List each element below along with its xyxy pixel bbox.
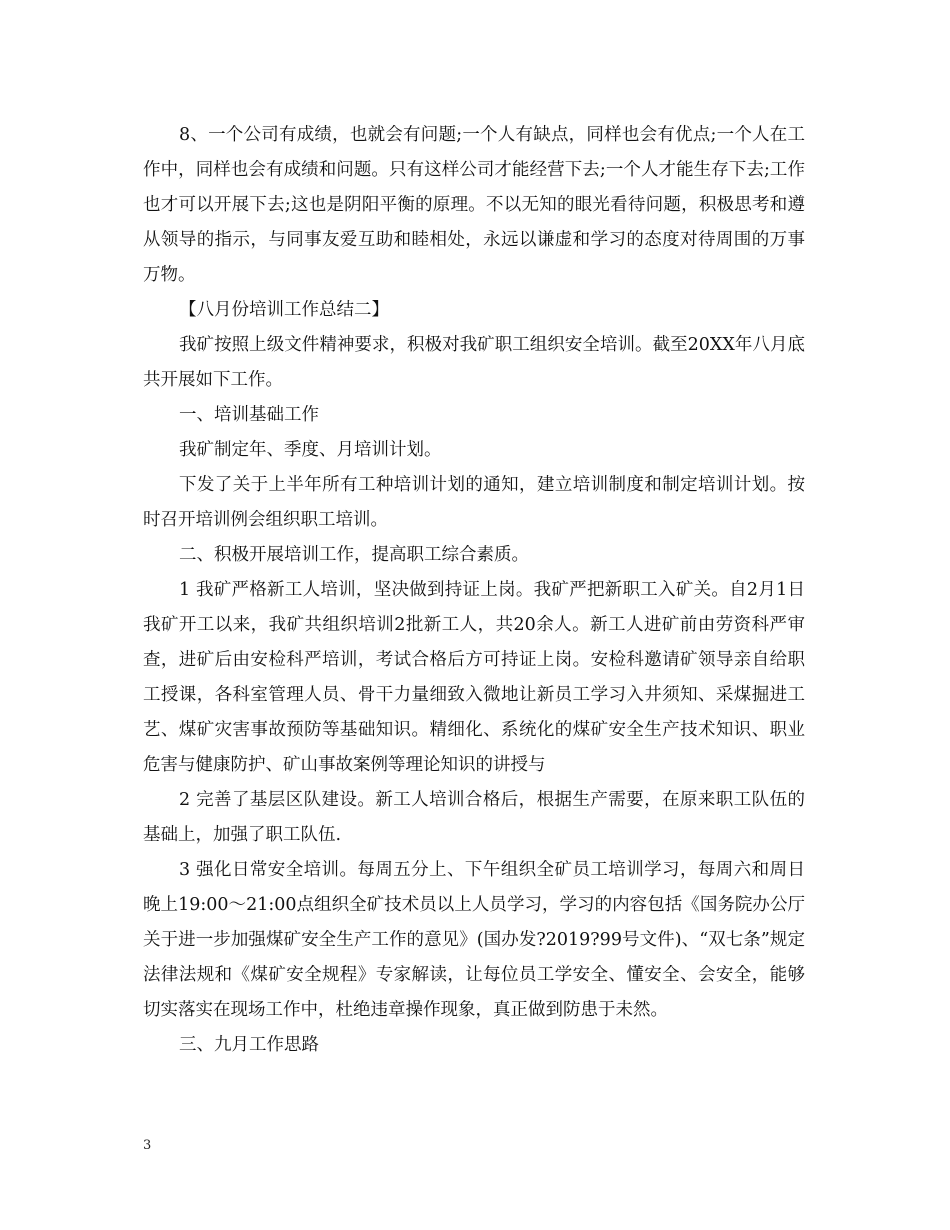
paragraph-8: 1 我矿严格新工人培训，坚决做到持证上岗。我矿严把新职工入矿关。自2月1日我矿开工以来，我矿共组织培训2批新工人，共20余人。新工人进矿前由劳资科严审查，进矿后由安检科严培训，考试合格后方可持证上岗。安检科邀请矿领导亲自给职工授课，各科室管理人员、骨干力量细致入微地让新员工学习入井须知、采煤掘进工艺、煤矿灾害事故预防等基础知识。精细化、系统化的煤矿安全生产技术知识、职业危害与健康防护、矿山事故案例等理论知识的讲授与	[143, 580, 805, 775]
section-heading-september-plan: 三、九月工作思路	[179, 1035, 319, 1055]
paragraph-5: 我矿制定年、季度、月培训计划。	[179, 440, 442, 460]
paragraph-1: 8、一个公司有成绩，也就会有问题;一个人有缺点，同样也会有优点;一个人在工作中，同样也会有成绩和问题。只有这样公司才能经营下去;一个人才能生存下去;工作也才可以开展下去;这也是阴阳平衡的原理。不以无知的眼光看待问题，积极思考和遵从领导的指示，与同事友爱互助和睦相处，永远以谦虚和学习的态度对待周围的万事万物。	[143, 125, 805, 285]
section-heading-training-work: 二、积极开展培训工作，提高职工综合素质。	[179, 545, 529, 565]
paragraph-10: 3 强化日常安全培训。每周五分上、下午组织全矿员工培训学习，每周六和周日晚上19:00～21:00点组织全矿技术员以上人员学习，学习的内容包括《国务院办公厅关于进一步加强煤矿安全生产工作的意见》(国办发?2019?99号文件)、“双七条”规定法律法规和《煤矿安全规程》专家解读，让每位员工学安全、懂安全、会安全，能够切实落实在现场工作中，杜绝违章操作现象，真正做到防患于未然。	[143, 860, 805, 1020]
paragraph-3: 我矿按照上级文件精神要求，积极对我矿职工组织安全培训。截至20XX年八月底共开展如下工作。	[143, 335, 805, 390]
page-number: 3	[143, 1138, 152, 1153]
paragraph-6: 下发了关于上半年所有工种培训计划的通知，建立培训制度和制定培训计划。按时召开培训例会组织职工培训。	[143, 475, 805, 530]
section-heading-summary-two: 【八月份培训工作总结二】	[179, 300, 389, 320]
section-heading-training-basics: 一、培训基础工作	[179, 405, 319, 425]
document-body	[143, 118, 805, 1063]
paragraph-9: 2 完善了基层区队建设。新工人培训合格后，根据生产需要，在原来职工队伍的基础上，加强了职工队伍.	[143, 790, 805, 845]
